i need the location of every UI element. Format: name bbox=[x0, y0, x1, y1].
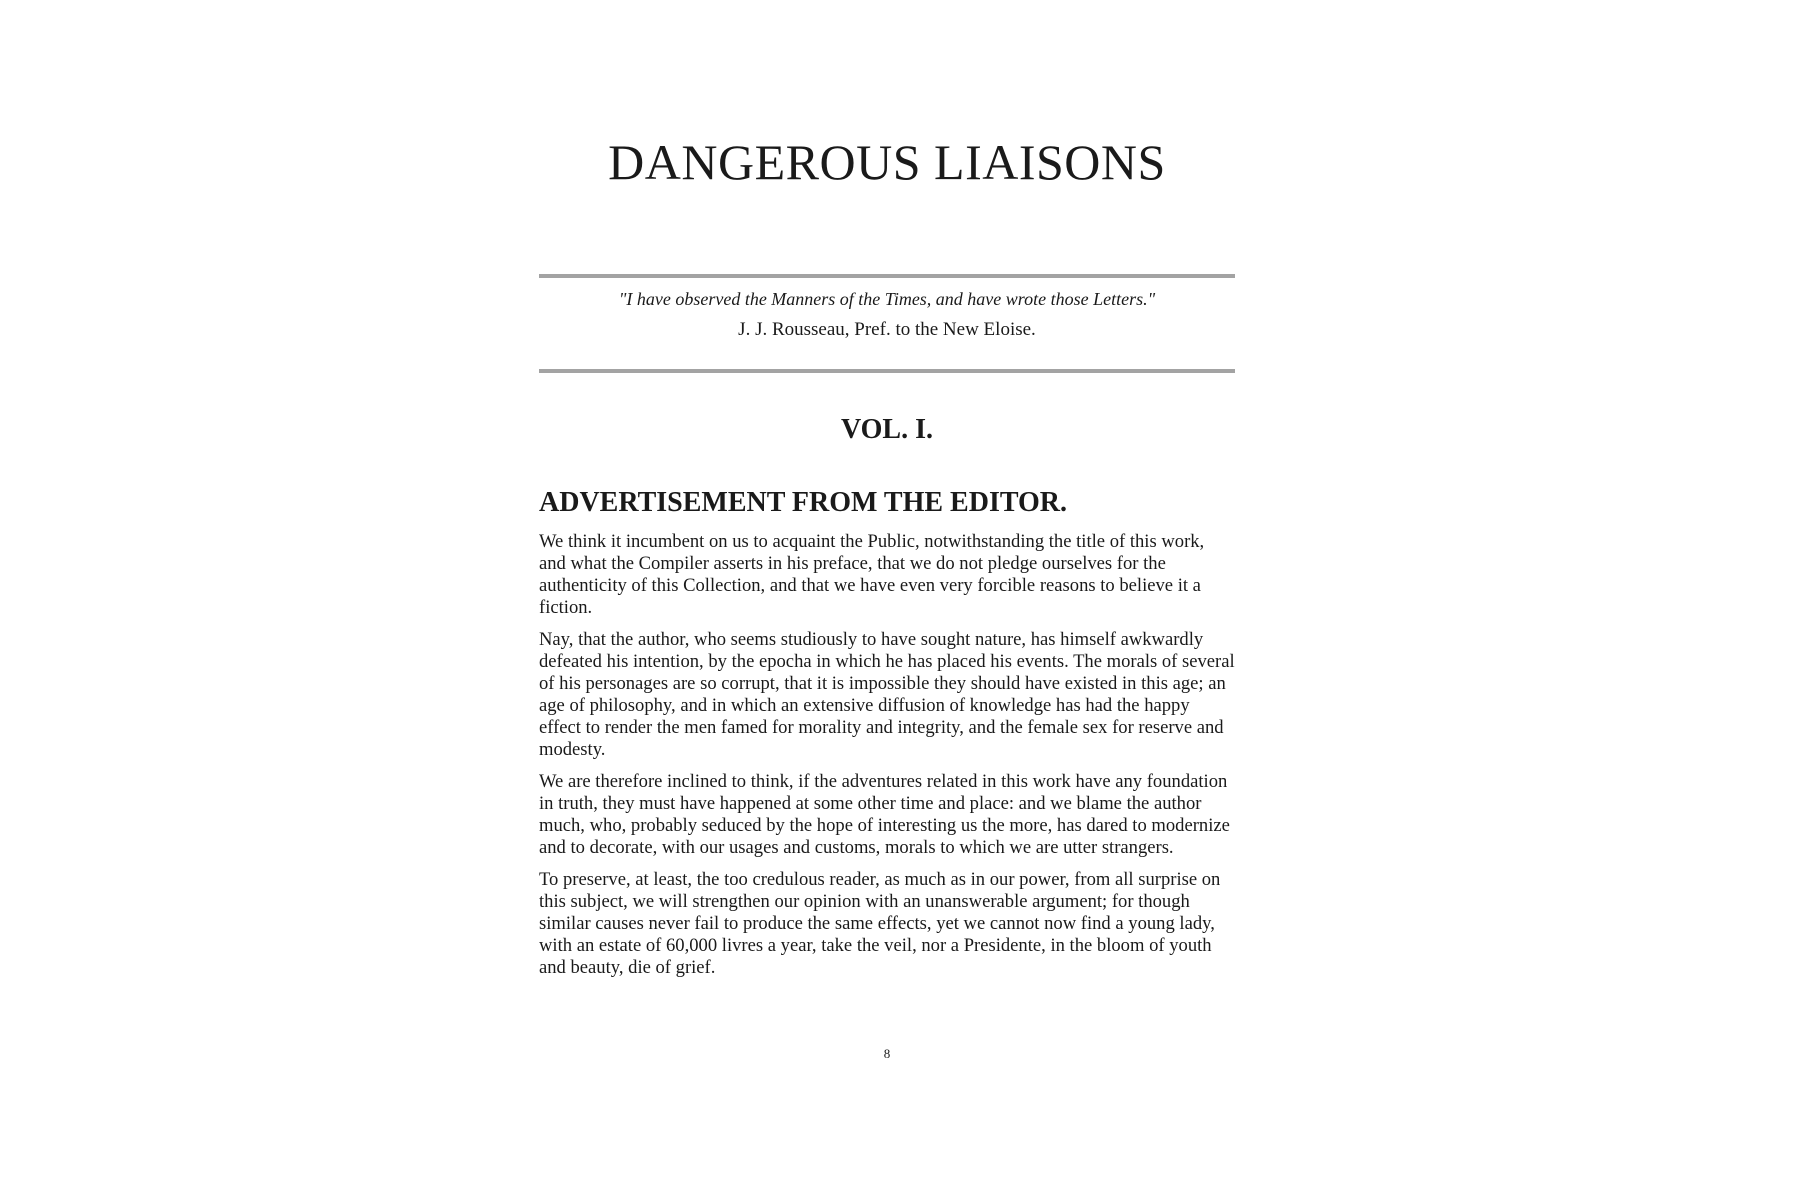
document-page bbox=[539, 0, 1235, 1200]
paragraph: We are therefore inclined to think, if the adventures related in this work have any foundation in truth, they must have happened at some other time and place: and we blame the author much, who, probably seduced by the hope of interesting us the more, has dared to modernize and to decorate, with our usages and customs, morals to which we are utter strangers. bbox=[539, 771, 1230, 858]
epigraph-top-rule bbox=[539, 274, 1235, 278]
paragraph: We think it incumbent on us to acquaint the Public, notwithstanding the title of this work, and what the Compiler asserts in his preface, that we do not pledge ourselves for the authenticity of this Collection, and that we have even very forcible reasons to believe it a fiction. bbox=[539, 531, 1205, 618]
epigraph-bottom-rule bbox=[539, 369, 1235, 373]
section-heading: ADVERTISEMENT FROM THE EDITOR. bbox=[539, 487, 1068, 518]
epigraph-attribution: J. J. Rousseau, Pref. to the New Eloise. bbox=[738, 319, 1036, 340]
paragraph: Nay, that the author, who seems studiously to have sought nature, has himself awkwardly defeated his intention, by the epocha in which he has placed his events. The morals of several of his personages are so corrupt, that it is impossible they should have existed in this age; an age of philosophy, and in which an extensive diffusion of knowledge has had the happy effect to render the men famed for morality and integrity, and the female sex for reserve and modesty. bbox=[539, 629, 1235, 760]
body-text bbox=[539, 531, 1235, 989]
paragraph: To preserve, at least, the too credulous reader, as much as in our power, from all surprise on this subject, we will strengthen our opinion with an unanswerable argument; for though similar causes never fail to produce the same effects, yet we cannot now find a young lady, with an estate of 60,000 livres a year, take the veil, nor a Presidente, in the bloom of youth and beauty, die of grief. bbox=[539, 869, 1221, 978]
page-number: 8 bbox=[883, 1046, 891, 1061]
epigraph-quote: "I have observed the Manners of the Times, and have wrote those Letters." bbox=[618, 289, 1156, 309]
book-title: DANGEROUS LIAISONS bbox=[608, 134, 1166, 190]
volume-heading: VOL. I. bbox=[840, 414, 933, 445]
